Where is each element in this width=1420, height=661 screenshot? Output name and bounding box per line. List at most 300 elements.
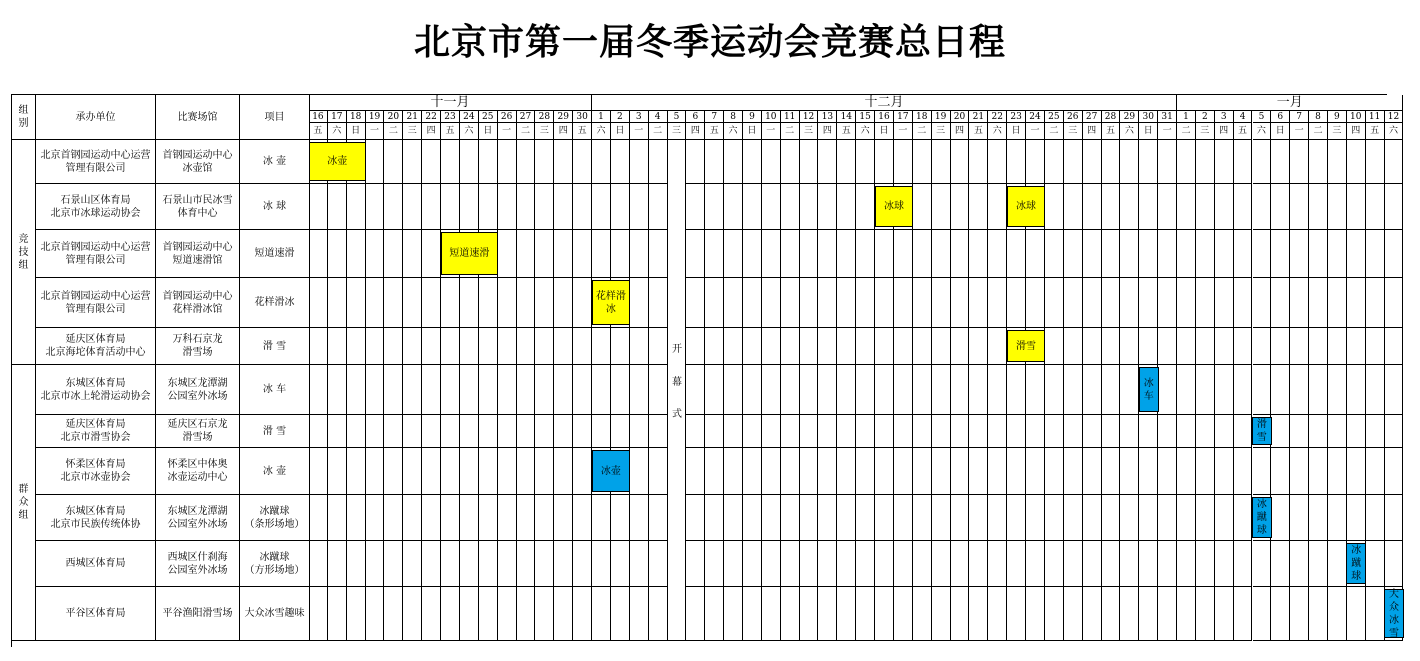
- event-name-cell: 冰 车: [240, 365, 310, 415]
- day-cell: [951, 365, 970, 415]
- day-cell: [403, 541, 422, 587]
- day-cell: [1385, 495, 1404, 541]
- day-cell: [1385, 415, 1404, 448]
- day-cell: [818, 365, 837, 415]
- day-cell: [1196, 230, 1215, 278]
- day-cell: [498, 230, 517, 278]
- day-cell: [724, 365, 743, 415]
- day-cell: [479, 541, 498, 587]
- day-cell: [705, 495, 724, 541]
- day-cell: [1120, 140, 1139, 184]
- day-cell: [1120, 184, 1139, 230]
- day-cell: [1064, 448, 1083, 495]
- day-cell: [573, 587, 592, 641]
- day-cell: [1347, 184, 1366, 230]
- day-cell: [724, 541, 743, 587]
- day-cell: [1234, 278, 1253, 328]
- venue-cell: 平谷渔阳滑雪场: [156, 587, 240, 641]
- organizer-cell: 西城区体育局: [36, 541, 156, 587]
- day-cell: [1366, 365, 1385, 415]
- day-cell: [422, 278, 441, 328]
- day-cell: [422, 184, 441, 230]
- day-number: 31: [1158, 111, 1177, 123]
- day-cell: [686, 415, 705, 448]
- day-cell: [743, 495, 762, 541]
- day-cell: [1328, 415, 1347, 448]
- weekday-label: 日: [611, 123, 630, 140]
- weekday-label: 三: [403, 123, 422, 140]
- day-number: 21: [969, 111, 988, 123]
- day-cell: [611, 415, 630, 448]
- day-cell: [592, 541, 611, 587]
- day-cell: [384, 587, 403, 641]
- day-cell: [347, 230, 366, 278]
- day-cell: [1215, 230, 1234, 278]
- day-cell: [913, 278, 932, 328]
- day-cell: [611, 365, 630, 415]
- weekday-label: 四: [1215, 123, 1234, 140]
- day-cell: [1290, 541, 1309, 587]
- organizer-cell: 东城区体育局 北京市民族传统体协: [36, 495, 156, 541]
- event-block: 花样滑 冰: [592, 280, 631, 325]
- day-cell: [1196, 365, 1215, 415]
- day-cell: [856, 184, 875, 230]
- day-number: 5: [1253, 111, 1272, 123]
- day-cell: [573, 140, 592, 184]
- day-cell: [1271, 328, 1290, 365]
- organizer-cell: 北京首钢园运动中心运营 管理有限公司: [36, 278, 156, 328]
- day-cell: [969, 230, 988, 278]
- day-cell: [932, 415, 951, 448]
- day-cell: [1045, 184, 1064, 230]
- day-number: 2: [611, 111, 630, 123]
- day-cell: [1083, 278, 1102, 328]
- day-number: 6: [1271, 111, 1290, 123]
- day-cell: [856, 587, 875, 641]
- day-cell: [686, 448, 705, 495]
- day-cell: [743, 140, 762, 184]
- day-cell: [1328, 184, 1347, 230]
- day-cell: [988, 365, 1007, 415]
- weekday-label: 四: [818, 123, 837, 140]
- day-cell: [517, 140, 536, 184]
- day-number: 19: [932, 111, 951, 123]
- day-cell: [611, 541, 630, 587]
- day-cell: [856, 415, 875, 448]
- day-cell: [422, 365, 441, 415]
- day-cell: [554, 541, 573, 587]
- day-cell: [951, 587, 970, 641]
- day-cell: [1083, 328, 1102, 365]
- day-number: 7: [1290, 111, 1309, 123]
- schedule-table: [11, 94, 1400, 647]
- day-cell: [1234, 230, 1253, 278]
- day-cell: [1120, 328, 1139, 365]
- day-cell: [932, 541, 951, 587]
- day-cell: [1045, 587, 1064, 641]
- day-cell: [1158, 230, 1177, 278]
- day-cell: [649, 278, 668, 328]
- opening-ceremony-label: [668, 340, 687, 420]
- day-cell: [1083, 495, 1102, 541]
- day-cell: [800, 230, 819, 278]
- day-cell: [460, 140, 479, 184]
- organizer-cell: 怀柔区体育局 北京市冰壶协会: [36, 448, 156, 495]
- day-cell: [856, 495, 875, 541]
- day-number: 17: [328, 111, 347, 123]
- day-cell: [366, 587, 385, 641]
- day-cell: [649, 140, 668, 184]
- day-number: 18: [913, 111, 932, 123]
- day-cell: [1290, 328, 1309, 365]
- day-cell: [630, 184, 649, 230]
- day-cell: [498, 448, 517, 495]
- day-cell: [894, 448, 913, 495]
- day-cell: [894, 415, 913, 448]
- day-cell: [498, 541, 517, 587]
- day-cell: [951, 140, 970, 184]
- day-cell: [1158, 278, 1177, 328]
- day-cell: [554, 184, 573, 230]
- day-cell: [441, 448, 460, 495]
- day-cell: [384, 140, 403, 184]
- weekday-label: 二: [1177, 123, 1196, 140]
- day-cell: [856, 278, 875, 328]
- day-cell: [1347, 415, 1366, 448]
- day-cell: [818, 495, 837, 541]
- weekday-label: 三: [932, 123, 951, 140]
- day-cell: [875, 415, 894, 448]
- day-cell: [630, 495, 649, 541]
- day-cell: [762, 230, 781, 278]
- weekday-label: 四: [422, 123, 441, 140]
- day-cell: [1309, 587, 1328, 641]
- day-cell: [913, 184, 932, 230]
- day-cell: [856, 140, 875, 184]
- day-cell: [1196, 328, 1215, 365]
- day-cell: [1102, 415, 1121, 448]
- day-cell: [460, 541, 479, 587]
- day-cell: [1215, 587, 1234, 641]
- day-cell: [1290, 278, 1309, 328]
- event-block: 冰球: [1007, 186, 1046, 227]
- day-cell: [517, 328, 536, 365]
- day-cell: [1177, 184, 1196, 230]
- day-cell: [913, 328, 932, 365]
- day-cell: [517, 541, 536, 587]
- day-cell: [1253, 140, 1272, 184]
- day-cell: [1007, 541, 1026, 587]
- day-cell: [1234, 495, 1253, 541]
- day-cell: [686, 587, 705, 641]
- day-cell: [366, 278, 385, 328]
- day-cell: [1215, 328, 1234, 365]
- venue-cell: 首钢园运动中心 冰壶馆: [156, 140, 240, 184]
- day-cell: [1139, 328, 1158, 365]
- day-cell: [837, 365, 856, 415]
- day-cell: [441, 184, 460, 230]
- weekday-label: 二: [649, 123, 668, 140]
- day-cell: [366, 140, 385, 184]
- day-cell: [705, 140, 724, 184]
- day-cell: [422, 587, 441, 641]
- day-cell: [460, 448, 479, 495]
- weekday-label: 日: [875, 123, 894, 140]
- day-number: 24: [460, 111, 479, 123]
- day-cell: [498, 415, 517, 448]
- day-cell: [479, 448, 498, 495]
- day-cell: [1366, 541, 1385, 587]
- day-number: 9: [1328, 111, 1347, 123]
- day-cell: [309, 495, 328, 541]
- day-cell: [1083, 415, 1102, 448]
- day-cell: [894, 230, 913, 278]
- day-cell: [649, 328, 668, 365]
- day-cell: [1007, 140, 1026, 184]
- weekday-label: 四: [554, 123, 573, 140]
- day-cell: [1158, 140, 1177, 184]
- day-cell: [1026, 415, 1045, 448]
- day-cell: [686, 365, 705, 415]
- day-cell: [1139, 415, 1158, 448]
- weekday-label: 二: [913, 123, 932, 140]
- weekday-label: 二: [781, 123, 800, 140]
- day-cell: [366, 415, 385, 448]
- day-cell: [818, 278, 837, 328]
- day-cell: [1271, 278, 1290, 328]
- day-cell: [309, 415, 328, 448]
- day-cell: [441, 495, 460, 541]
- day-cell: [762, 415, 781, 448]
- day-cell: [818, 184, 837, 230]
- day-cell: [1158, 415, 1177, 448]
- venue-cell: 首钢园运动中心 短道速滑馆: [156, 230, 240, 278]
- day-number: 10: [762, 111, 781, 123]
- day-cell: [535, 230, 554, 278]
- day-cell: [1007, 415, 1026, 448]
- day-cell: [875, 587, 894, 641]
- day-cell: [988, 448, 1007, 495]
- day-cell: [1271, 448, 1290, 495]
- day-cell: [441, 365, 460, 415]
- day-cell: [686, 541, 705, 587]
- day-cell: [630, 541, 649, 587]
- day-cell: [384, 541, 403, 587]
- day-cell: [1120, 365, 1139, 415]
- day-number: 3: [1215, 111, 1234, 123]
- day-cell: [1102, 587, 1121, 641]
- day-cell: [1177, 140, 1196, 184]
- day-cell: [743, 278, 762, 328]
- day-cell: [686, 140, 705, 184]
- day-cell: [1309, 495, 1328, 541]
- opening-ceremony-char: 幕: [671, 376, 682, 388]
- day-cell: [875, 448, 894, 495]
- day-cell: [1347, 328, 1366, 365]
- day-cell: [913, 140, 932, 184]
- organizer-cell: 北京首钢园运动中心运营 管理有限公司: [36, 230, 156, 278]
- day-cell: [592, 184, 611, 230]
- day-cell: [1158, 448, 1177, 495]
- day-cell: [554, 278, 573, 328]
- day-cell: [800, 495, 819, 541]
- weekday-label: 五: [309, 123, 328, 140]
- day-cell: [1064, 365, 1083, 415]
- day-number: 19: [366, 111, 385, 123]
- day-cell: [1385, 230, 1404, 278]
- day-number: 22: [422, 111, 441, 123]
- day-cell: [1234, 587, 1253, 641]
- day-cell: [1102, 328, 1121, 365]
- day-cell: [517, 230, 536, 278]
- day-cell: [1102, 495, 1121, 541]
- day-cell: [535, 541, 554, 587]
- event-name-cell: 滑 雪: [240, 415, 310, 448]
- day-cell: [1234, 365, 1253, 415]
- day-cell: [554, 328, 573, 365]
- opening-ceremony-char: 式: [671, 409, 682, 420]
- day-cell: [611, 184, 630, 230]
- day-cell: [781, 541, 800, 587]
- header-venue: 比赛场馆: [156, 95, 240, 140]
- day-cell: [1064, 230, 1083, 278]
- day-cell: [535, 587, 554, 641]
- day-cell: [1215, 448, 1234, 495]
- day-cell: [554, 415, 573, 448]
- day-cell: [1045, 230, 1064, 278]
- day-number: 9: [743, 111, 762, 123]
- day-cell: [781, 448, 800, 495]
- day-cell: [441, 415, 460, 448]
- day-number: 23: [441, 111, 460, 123]
- day-cell: [686, 495, 705, 541]
- day-cell: [630, 448, 649, 495]
- day-cell: [630, 278, 649, 328]
- day-cell: [1139, 184, 1158, 230]
- day-cell: [441, 587, 460, 641]
- day-cell: [951, 448, 970, 495]
- day-cell: [988, 415, 1007, 448]
- month-header: 十二月: [592, 95, 1177, 111]
- day-cell: [1196, 415, 1215, 448]
- weekday-label: 六: [856, 123, 875, 140]
- day-cell: [1177, 587, 1196, 641]
- day-cell: [913, 415, 932, 448]
- day-cell: [403, 140, 422, 184]
- day-cell: [856, 328, 875, 365]
- weekday-label: 二: [1309, 123, 1328, 140]
- day-cell: [479, 495, 498, 541]
- day-cell: [347, 278, 366, 328]
- day-cell: [554, 230, 573, 278]
- day-number: 17: [894, 111, 913, 123]
- day-cell: [1177, 541, 1196, 587]
- day-number: 29: [1120, 111, 1139, 123]
- day-cell: [460, 328, 479, 365]
- event-block: 滑 雪: [1252, 417, 1272, 445]
- day-cell: [1196, 495, 1215, 541]
- day-cell: [1102, 365, 1121, 415]
- day-cell: [460, 184, 479, 230]
- day-cell: [724, 230, 743, 278]
- day-cell: [705, 328, 724, 365]
- day-cell: [1366, 328, 1385, 365]
- day-cell: [1026, 448, 1045, 495]
- day-cell: [1158, 587, 1177, 641]
- weekday-label: 二: [384, 123, 403, 140]
- day-cell: [932, 140, 951, 184]
- day-cell: [366, 328, 385, 365]
- day-cell: [686, 328, 705, 365]
- day-cell: [328, 587, 347, 641]
- day-cell: [762, 140, 781, 184]
- day-cell: [554, 140, 573, 184]
- day-cell: [384, 448, 403, 495]
- day-cell: [724, 495, 743, 541]
- day-cell: [1366, 140, 1385, 184]
- day-cell: [573, 448, 592, 495]
- day-cell: [498, 495, 517, 541]
- day-cell: [1064, 278, 1083, 328]
- day-cell: [479, 365, 498, 415]
- event-block: 冰 车: [1139, 367, 1159, 412]
- venue-cell: 万科石京龙 滑雪场: [156, 328, 240, 365]
- day-cell: [1253, 328, 1272, 365]
- day-cell: [781, 278, 800, 328]
- day-cell: [347, 495, 366, 541]
- day-cell: [969, 365, 988, 415]
- venue-cell: 东城区龙潭湖 公园室外冰场: [156, 495, 240, 541]
- weekday-label: 四: [1083, 123, 1102, 140]
- day-number: 11: [781, 111, 800, 123]
- day-cell: [988, 495, 1007, 541]
- day-cell: [1083, 541, 1102, 587]
- day-number: 5: [668, 111, 687, 123]
- day-cell: [686, 230, 705, 278]
- day-cell: [1215, 495, 1234, 541]
- day-cell: [1007, 587, 1026, 641]
- day-cell: [781, 415, 800, 448]
- day-cell: [800, 140, 819, 184]
- day-number: 28: [1102, 111, 1121, 123]
- day-cell: [573, 184, 592, 230]
- day-cell: [800, 541, 819, 587]
- day-cell: [951, 541, 970, 587]
- day-cell: [1083, 184, 1102, 230]
- day-cell: [762, 495, 781, 541]
- day-cell: [479, 278, 498, 328]
- day-cell: [1290, 495, 1309, 541]
- day-cell: [535, 184, 554, 230]
- weekday-label: 四: [951, 123, 970, 140]
- day-cell: [743, 184, 762, 230]
- day-cell: [1026, 365, 1045, 415]
- day-cell: [1290, 415, 1309, 448]
- day-number: 27: [1083, 111, 1102, 123]
- day-cell: [498, 587, 517, 641]
- day-cell: [328, 415, 347, 448]
- day-cell: [441, 140, 460, 184]
- event-block: 冰 蹴 球: [1346, 543, 1366, 584]
- day-cell: [479, 587, 498, 641]
- day-cell: [1177, 278, 1196, 328]
- day-number: 4: [1234, 111, 1253, 123]
- weekday-label: 五: [441, 123, 460, 140]
- day-number: 8: [724, 111, 743, 123]
- day-cell: [1196, 278, 1215, 328]
- event-block: 大众 冰雪: [1384, 589, 1404, 638]
- day-cell: [517, 448, 536, 495]
